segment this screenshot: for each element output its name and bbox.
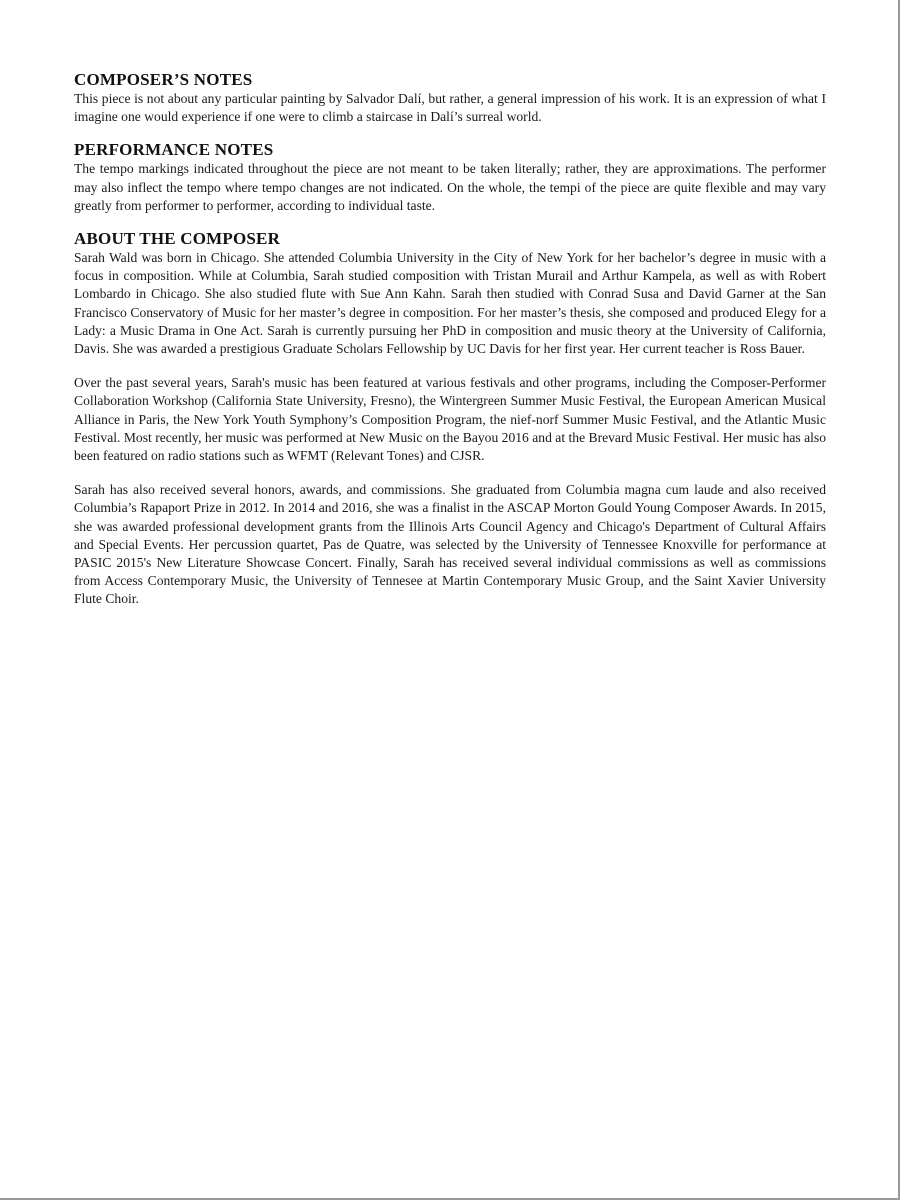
performance-notes-paragraph: The tempo markings indicated throughout the piece are not meant to be taken literally; rather, they are approximations. The performer may also inflect the tempo where tempo changes are not indicated. On the whole, the tempi of the piece are quite flexible and may vary greatly from performer to performer, according to individual taste. — [74, 161, 826, 213]
about-composer-heading: ABOUT THE COMPOSER — [74, 229, 281, 249]
composers-notes-paragraph: This piece is not about any particular painting by Salvador Dalí, but rather, a general impression of his work. It is an expression of what I imagine one would experience if one were to climb a staircase in Dalí’s surreal world. — [74, 91, 826, 125]
performance-notes-section — [74, 140, 826, 215]
performance-notes-heading: PERFORMANCE NOTES — [74, 140, 274, 160]
about-composer-honors-paragraph: Sarah has also received several honors, awards, and commissions. She graduated from Columbia magna cum laude and also received Columbia’s Rapaport Prize in 2012. In 2014 and 2016, she was a finalist in the ASCAP Morton Gould Young Composer Awards. In 2015, she was awarded professional development grants from the Illinois Arts Council Agency and Chicago's Department of Cultural Affairs and Special Events. Her percussion quartet, Pas de Quatre, was selected by the University of Tennessee Knoxville for performance at PASIC 2015's New Literature Showcase Concert. Finally, Sarah has received several individual commissions as well as commissions from Access Contemporary Music, the University of Tennesee at Martin Contemporary Music Group, and the Saint Xavier University Flute Choir. — [74, 482, 826, 607]
about-composer-bio-paragraph: Sarah Wald was born in Chicago. She attended Columbia University in the City of New York for her bachelor’s degree in music with a focus in composition. While at Columbia, Sarah studied composition with Tristan Murail and Arthur Kampela, as well as with Robert Lombardo in Chicago. She also studied flute with Sue Ann Kahn. Sarah then studied with Conrad Susa and David Garner at the San Francisco Conservatory of Music for her master’s degree in composition. For her master’s thesis, she composed and produced Elegy for a Lady: a Music Drama in One Act. Sarah is currently pursuing her PhD in composition and music theory at the University of California, Davis. She was awarded a prestigious Graduate Scholars Fellowship by UC Davis for her first year. Her current teacher is Ross Bauer. — [74, 250, 826, 357]
composers-notes-heading: COMPOSER’S NOTES — [74, 70, 253, 89]
document-page — [74, 70, 826, 623]
composers-notes-section — [74, 70, 826, 126]
about-composer-festivals-paragraph: Over the past several years, Sarah's music has been featured at various festivals and other programs, including the Composer-Performer Collaboration Workshop (California State University, Fresno), the Wintergreen Summer Music Festival, the European American Musical Alliance in Paris, the New York Youth Symphony’s Composition Program, the nief-norf Summer Music Festival, and the Atlantic Music Festival. Most recently, her music was performed at New Music on the Bayou 2016 and at the Brevard Music Festival. Her music has also been featured on radio stations such as WFMT (Relevant Tones) and CJSR. — [74, 375, 826, 464]
about-composer-section — [74, 229, 826, 609]
